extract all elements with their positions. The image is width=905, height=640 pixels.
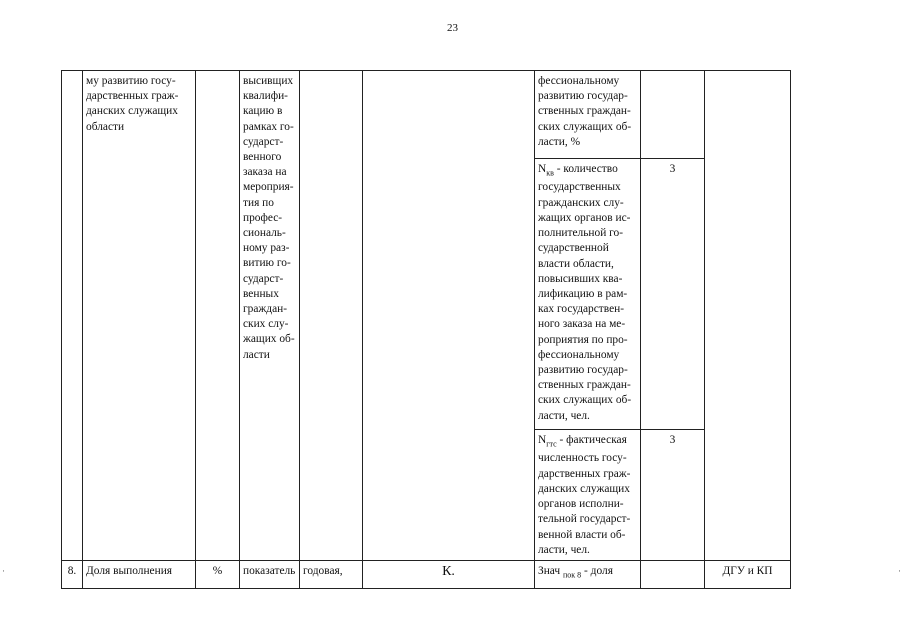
cell-formula: [363, 71, 535, 561]
table-row: [62, 71, 791, 159]
description-text: - количество государственных гражданских слу- жащих органов ис- полнительной го- сударственной власти области, повысивших ква- лификацию в рам- ках государствен- ного заказа на ме- роприятия по про- фессиональному развитию государ- ственных граждан- ских служащих об- ласти, чел.: [538, 163, 632, 422]
cell-num: 8.: [62, 560, 83, 588]
cell-unit: [196, 71, 240, 561]
cell-value: [641, 560, 705, 588]
cell-indicator-name: му развитию госу- дарственных граж- данских служащих области: [83, 71, 196, 561]
cell-formula: К.: [363, 560, 535, 588]
cell-value: 3: [641, 430, 705, 561]
symbol-n-gts: $N_{гтс}$: [538, 434, 557, 449]
cell-period: [300, 71, 363, 561]
cell-source: ДГУ и КП: [705, 560, 791, 588]
cell-source: [705, 71, 791, 561]
cell-description: [535, 430, 641, 561]
indicators-table: [61, 70, 791, 589]
cell-description: Знач $_{пок 8}$ - доля: [535, 560, 641, 588]
cell-description: [535, 159, 641, 430]
cell-unit: %: [196, 560, 240, 588]
cell-value: 3: [641, 159, 705, 430]
cell-indicator-name: Доля выполнения: [83, 560, 196, 588]
description-text: - фактическая численность госу- дарственных граж- данских служащих органов исполни- тельной государст- венной власти об- ласти, чел.: [538, 434, 631, 556]
symbol-n-kv: $N_{кв}$: [538, 163, 554, 178]
cell-indicator-type: высивщих квалифи- кацию в рамках го- сударст- венного заказа на мероприя- тия по профес- сиональ- ному раз- витию го- сударст- венных граждан- ских слу- жащих об- ласти: [240, 71, 300, 561]
cell-period: годовая,: [300, 560, 363, 588]
cell-description: фессиональному развитию государ- ственных граждан- ских служащих об- ласти, %: [535, 71, 641, 159]
page-number: 23: [447, 22, 458, 34]
cell-value: [641, 71, 705, 159]
left-margin-mark: ·: [2, 566, 5, 576]
right-margin-mark: ·: [898, 566, 901, 576]
table-row: [62, 560, 791, 588]
cell-indicator-type: показатель: [240, 560, 300, 588]
cell-num: [62, 71, 83, 561]
